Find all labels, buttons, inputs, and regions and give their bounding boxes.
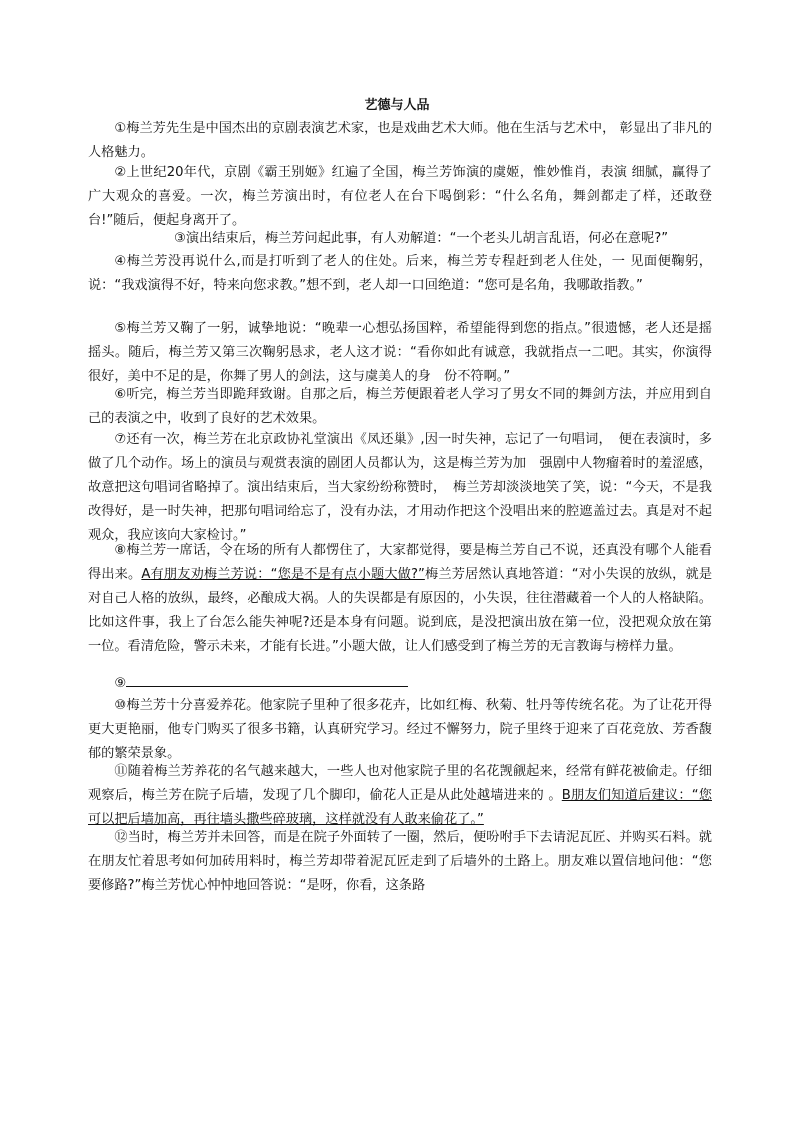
paragraph-9 [88, 672, 712, 696]
paragraph-11-text: ⑪随着梅兰芳养花的名气越来越大，一些人也对他家院子里的名花觊觎起来，经常有鲜花被偷走。仔细观察后，梅兰芳在院子后墙，发现了几个脚印，偷花人正是从此处越墙进来的 。 [88, 764, 712, 803]
paragraph-8-text-a: ⑧梅兰芳一席话，令在场的所有人都愣住了，大家都觉得，要是梅兰芳自己不说，还真没有哪个人能看得出来。 [88, 543, 712, 582]
paragraph-8 [88, 539, 712, 659]
paragraph-6: ⑥听完，梅兰芳当即跪拜致谢。自那之后，梅兰芳便跟着老人学习了男女不同的舞剑方法，并应用到自己的表演之中，收到了良好的艺术效果。 [88, 387, 712, 426]
paragraph-1: ①梅兰芳先生是中国杰出的京剧表演艺术家，也是戏曲艺术大师。他在生活与艺术中， 彰显出了非凡的人格魅力。 [88, 121, 712, 160]
paragraph-8-text-b: 梅兰芳居然认真地答道：“对小失误的放纵，就是对自己人格的放纵，最终，必酿成大祸。人的失误都是有原因的，小失误，往往潜藏着一个人的人格缺陷。比如这件事，我上了台怎么能失神呢?还是本身有问题。说到底，是没把演出放在第一位，没把观众放在第一位。看清危险，警示未来，才能有长进。”小题大做，让人们感受到了梅兰芳的无言教诲与榜样力量。 [88, 567, 713, 654]
paragraph-12: ⑫当时，梅兰芳并未回答，而是在院子外面转了一圈，然后，便吩咐手下去请泥瓦匠、并购买石料。就在朋友忙着思考如何加砖用料时，梅兰芳却带着泥瓦匠走到了后墙外的土路上。朋友难以置信地问他：“您要修路?”梅兰芳忧心忡忡地回答说：“是呀，你看，这条路 [88, 830, 712, 893]
paragraph-4: ④梅兰芳没再说什么,而是打听到了老人的住处。后来，梅兰芳专程赶到老人住处，一 见面便鞠躬，说：“我戏演得不好，特来向您求教。”想不到，老人却一口回绝道：“您可是名角，我哪敢指教。” [88, 254, 712, 293]
paragraph-11 [88, 760, 712, 832]
answer-blank-line [126, 672, 408, 687]
sentence-b-underlined: B朋友们知道后建议：“您可以把后墙加高，再往墙头撒些碎玻璃，这样就没有人敢来偷花了。” [88, 788, 712, 827]
paragraph-5: ⑤梅兰芳又鞠了一躬，诚挚地说：“晚辈一心想弘扬国粹，希望能得到您的指点。”很遗憾，老人还是摇摇头。随后，梅兰芳又第三次鞠躬恳求，老人这才说：“看你如此有诚意，我就指点一二吧。其实，你演得很好，美中不足的是，你舞了男人的剑法，这与虞美人的身 份不符啊。” [88, 321, 712, 384]
sentence-a-underlined: A有朋友劝梅兰芳说：“您是不是有点小题大做?” [141, 567, 425, 582]
paragraph-3: ③演出结束后，梅兰芳问起此事，有人劝解道：“一个老头儿胡言乱语，何必在意呢?” [174, 231, 669, 246]
paragraph-7: ⑦还有一次，梅兰芳在北京政协礼堂演出《凤还巢》,因一时失神，忘记了一句唱词， 便在表演时，多做了几个动作。场上的演员与观赏表演的剧团人员都认为，这是梅兰芳为加 强剧中人物瘤着时的羞涩感，故意把这句唱词省略掉了。演出结束后，当大家纷纷称赞时， 梅兰芳却淡淡地笑了笑，说：“今天，不是我改得好，是一时失神，把那句唱词给忘了，没有办法，才用动作把这个没唱出来的腔遮盖过去。真是对不起观众，我应该向大家检讨。” [88, 432, 712, 543]
article-title: 艺德与人品 [364, 98, 430, 113]
paragraph-9-number: ⑨ [114, 676, 127, 691]
paragraph-2: ②上世纪20年代，京剧《霸王别姬》红遍了全国，梅兰芳饰演的虞姬，惟妙惟肖，表演 细腻，赢得了广大观众的喜爱。一次，梅兰芳演出时，有位老人在台下喝倒彩：“什么名角，舞剑都走了样，还敢登台!”随后，便起身离开了。 [88, 165, 712, 228]
paragraph-10: ⑩梅兰芳十分喜爱养花。他家院子里种了很多花卉，比如红梅、秋菊、牡丹等传统名花。为了让花开得更大更艳丽，他专门购买了很多书籍，认真研究学习。经过不懈努力，院子里终于迎来了百花竞放、芳香馥郁的繁荣景象。 [88, 698, 712, 761]
